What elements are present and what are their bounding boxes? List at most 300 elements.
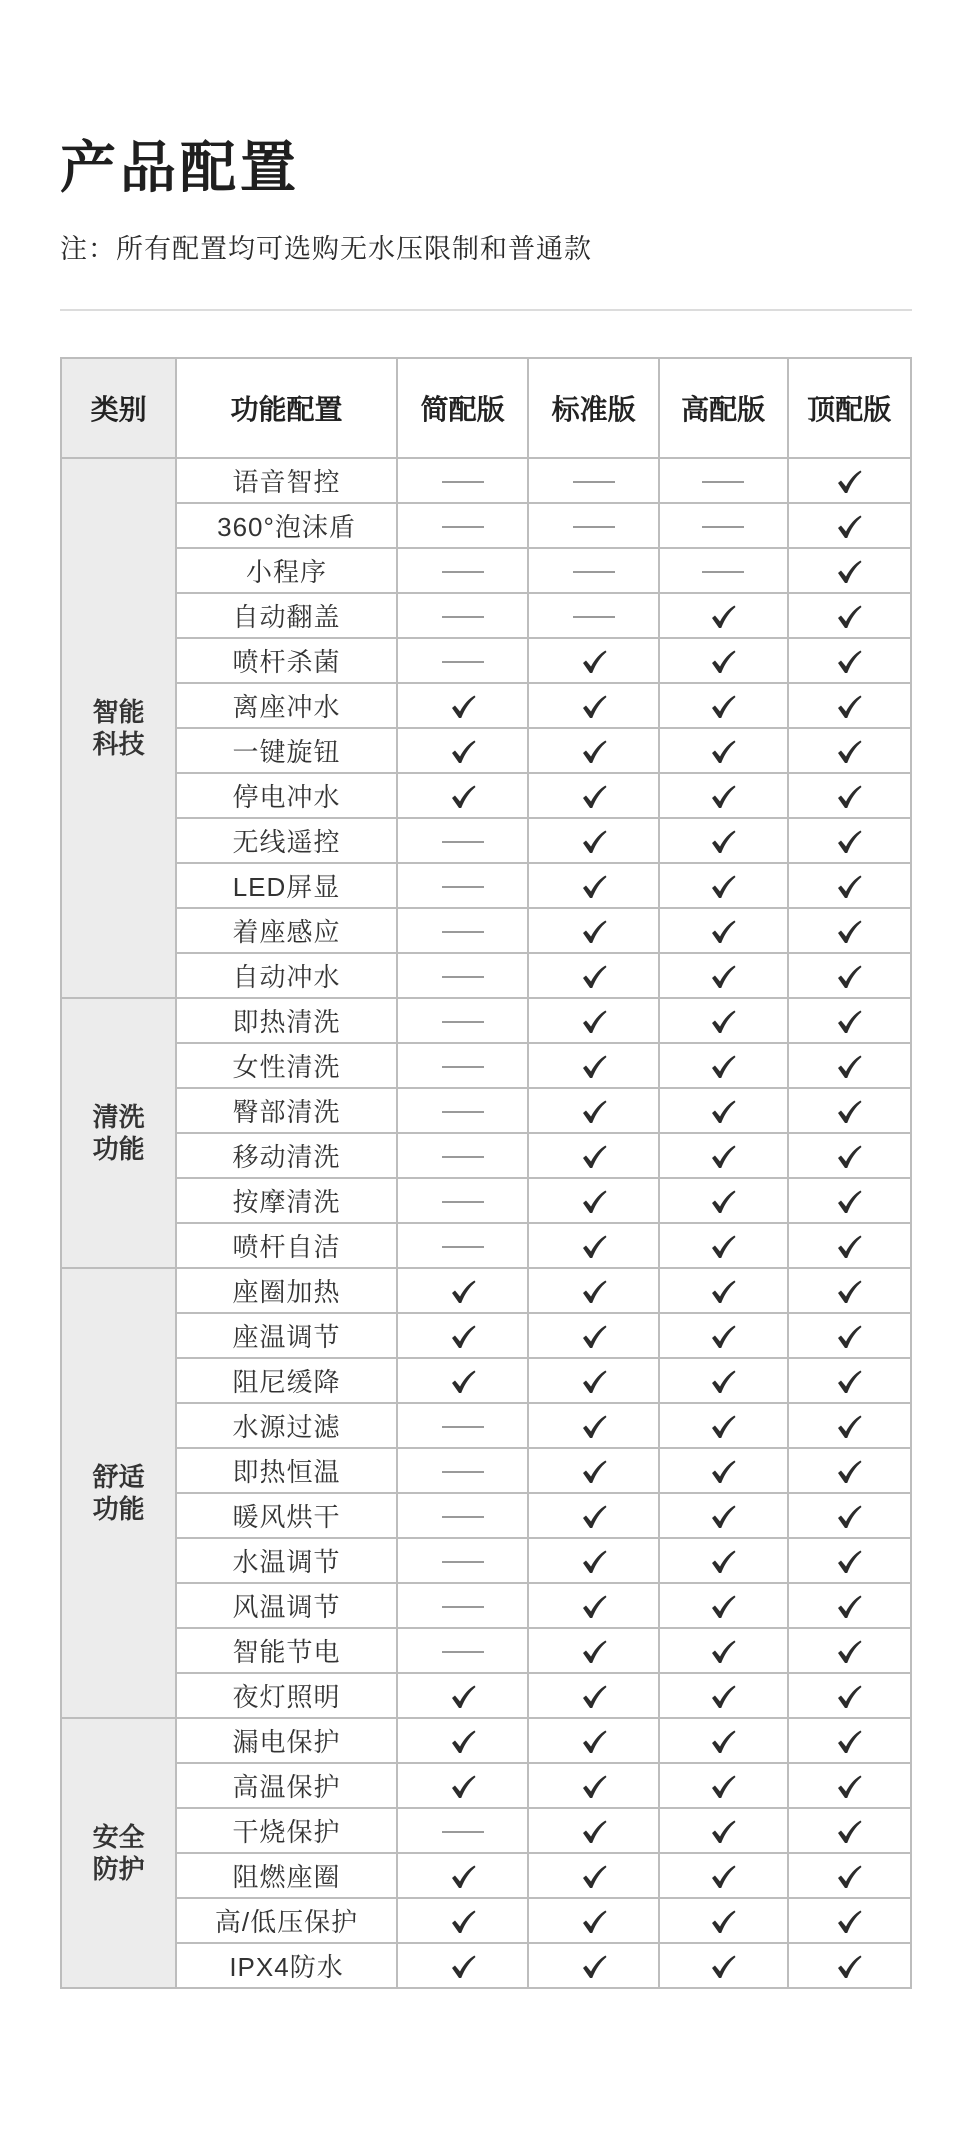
check-icon (450, 1909, 476, 1935)
dash-icon (442, 1201, 484, 1203)
page-title: 产品配置 (60, 136, 300, 199)
cell-top (788, 1223, 911, 1268)
cell-basic (397, 503, 529, 548)
check-icon (836, 1684, 862, 1710)
check-icon (836, 1639, 862, 1665)
dash-icon (442, 1426, 484, 1428)
check-icon (836, 874, 862, 900)
check-icon (581, 1639, 607, 1665)
check-icon (710, 1009, 736, 1035)
check-icon (581, 1054, 607, 1080)
table-row (61, 1358, 911, 1403)
check-icon (836, 1774, 862, 1800)
feature-cell: 自动翻盖 (176, 593, 397, 638)
check-icon (710, 1324, 736, 1350)
cell-standard (528, 773, 658, 818)
feature-cell: 按摩清洗 (176, 1178, 397, 1223)
check-icon (710, 1864, 736, 1890)
table-row (61, 1763, 911, 1808)
check-icon (836, 1369, 862, 1395)
cell-top (788, 818, 911, 863)
cell-basic (397, 1403, 529, 1448)
cell-top (788, 773, 911, 818)
cell-standard (528, 1493, 658, 1538)
cell-standard (528, 908, 658, 953)
check-icon (710, 1054, 736, 1080)
feature-cell: 语音智控 (176, 458, 397, 503)
cell-standard (528, 998, 658, 1043)
cell-top (788, 683, 911, 728)
table-row (61, 1808, 911, 1853)
cell-standard (528, 458, 658, 503)
check-icon (836, 1144, 862, 1170)
check-icon (450, 1729, 476, 1755)
category-cell (61, 458, 176, 998)
cell-standard (528, 1763, 658, 1808)
dash-icon (442, 616, 484, 618)
cell-standard (528, 1718, 658, 1763)
table-row (61, 593, 911, 638)
cell-basic (397, 1178, 529, 1223)
cell-basic (397, 1808, 529, 1853)
cell-high (659, 1583, 788, 1628)
cell-top (788, 593, 911, 638)
check-icon (581, 784, 607, 810)
dash-icon (442, 1021, 484, 1023)
check-icon (836, 1279, 862, 1305)
feature-cell: 干烧保护 (176, 1808, 397, 1853)
table-row (61, 548, 911, 593)
cell-standard (528, 818, 658, 863)
check-icon (710, 1279, 736, 1305)
cell-top (788, 1718, 911, 1763)
cell-top (788, 1043, 911, 1088)
cell-basic (397, 998, 529, 1043)
dash-icon (442, 1156, 484, 1158)
check-icon (710, 1369, 736, 1395)
category-label: 防护 (92, 1854, 145, 1884)
table-row (61, 773, 911, 818)
check-icon (836, 964, 862, 990)
table-row (61, 818, 911, 863)
check-icon (710, 1234, 736, 1260)
cell-standard (528, 683, 658, 728)
check-icon (450, 1324, 476, 1350)
feature-cell: 无线遥控 (176, 818, 397, 863)
check-icon (581, 1234, 607, 1260)
check-icon (836, 559, 862, 585)
header-high: 高配版 (659, 358, 788, 458)
check-icon (836, 1324, 862, 1350)
table-row (61, 1583, 911, 1628)
table-row (61, 1088, 911, 1133)
cell-top (788, 1808, 911, 1853)
check-icon (581, 1549, 607, 1575)
cell-top (788, 1898, 911, 1943)
category-label: 科技 (92, 729, 145, 759)
dash-icon (573, 571, 615, 573)
check-icon (836, 649, 862, 675)
feature-cell: 女性清洗 (176, 1043, 397, 1088)
feature-cell: 360°泡沫盾 (176, 503, 397, 548)
check-icon (836, 514, 862, 540)
cell-high (659, 1628, 788, 1673)
table-row (61, 1718, 911, 1763)
header-top: 顶配版 (788, 358, 911, 458)
dash-icon (702, 571, 744, 573)
check-icon (836, 469, 862, 495)
cell-top (788, 1088, 911, 1133)
check-icon (836, 1819, 862, 1845)
check-icon (581, 1594, 607, 1620)
cell-basic (397, 863, 529, 908)
check-icon (836, 739, 862, 765)
feature-cell: IPX4防水 (176, 1943, 397, 1988)
cell-standard (528, 1448, 658, 1493)
feature-cell: 小程序 (176, 548, 397, 593)
cell-high (659, 1718, 788, 1763)
check-icon (710, 1189, 736, 1215)
dash-icon (442, 1471, 484, 1473)
cell-basic (397, 1493, 529, 1538)
check-icon (710, 1414, 736, 1440)
check-icon (581, 1099, 607, 1125)
category-cell (61, 1268, 176, 1718)
category-label: 智能 (92, 696, 145, 727)
cell-high (659, 683, 788, 728)
cell-standard (528, 953, 658, 998)
table-row (61, 1178, 911, 1223)
check-icon (581, 1819, 607, 1845)
check-icon (581, 829, 607, 855)
cell-high (659, 998, 788, 1043)
check-icon (836, 1954, 862, 1980)
cell-high (659, 863, 788, 908)
cell-basic (397, 548, 529, 593)
header-row (61, 358, 911, 458)
dash-icon (442, 661, 484, 663)
cell-basic (397, 1313, 529, 1358)
cell-high (659, 1853, 788, 1898)
cell-high (659, 1898, 788, 1943)
table-row (61, 998, 911, 1043)
table-row (61, 1493, 911, 1538)
cell-high (659, 728, 788, 773)
cell-top (788, 1943, 911, 1988)
table-row (61, 503, 911, 548)
check-icon (450, 1864, 476, 1890)
dash-icon (442, 1606, 484, 1608)
check-icon (450, 739, 476, 765)
cell-standard (528, 1943, 658, 1988)
feature-cell: 座温调节 (176, 1313, 397, 1358)
table-row (61, 1538, 911, 1583)
cell-top (788, 1538, 911, 1583)
feature-cell: 夜灯照明 (176, 1673, 397, 1718)
cell-basic (397, 1718, 529, 1763)
cell-high (659, 1943, 788, 1988)
check-icon (581, 1369, 607, 1395)
check-icon (836, 1909, 862, 1935)
check-icon (710, 1729, 736, 1755)
category-label: 舒适 (92, 1461, 145, 1492)
dash-icon (702, 481, 744, 483)
dash-icon (442, 976, 484, 978)
table-row (61, 1628, 911, 1673)
feature-cell: 喷杆自洁 (176, 1223, 397, 1268)
config-table (60, 357, 912, 1989)
feature-cell: 风温调节 (176, 1583, 397, 1628)
check-icon (581, 1909, 607, 1935)
cell-high (659, 503, 788, 548)
table-row (61, 1898, 911, 1943)
check-icon (836, 1594, 862, 1620)
cell-basic (397, 1673, 529, 1718)
check-icon (710, 604, 736, 630)
table-row (61, 1223, 911, 1268)
cell-high (659, 1313, 788, 1358)
dash-icon (442, 1516, 484, 1518)
cell-high (659, 548, 788, 593)
dash-icon (442, 1831, 484, 1833)
header-feature: 功能配置 (176, 358, 397, 458)
feature-cell: 智能节电 (176, 1628, 397, 1673)
dash-icon (442, 526, 484, 528)
cell-standard (528, 548, 658, 593)
cell-standard (528, 1898, 658, 1943)
check-icon (836, 829, 862, 855)
feature-cell: 停电冲水 (176, 773, 397, 818)
category-label: 功能 (92, 1494, 145, 1524)
check-icon (710, 784, 736, 810)
check-icon (581, 649, 607, 675)
check-icon (836, 604, 862, 630)
check-icon (710, 1099, 736, 1125)
dash-icon (573, 526, 615, 528)
cell-standard (528, 1043, 658, 1088)
cell-high (659, 1178, 788, 1223)
check-icon (581, 1009, 607, 1035)
check-icon (581, 1144, 607, 1170)
dash-icon (442, 886, 484, 888)
feature-cell: 漏电保护 (176, 1718, 397, 1763)
dash-icon (573, 481, 615, 483)
cell-basic (397, 953, 529, 998)
check-icon (450, 1774, 476, 1800)
feature-cell: 即热恒温 (176, 1448, 397, 1493)
category-label: 清洗 (92, 1101, 145, 1132)
cell-top (788, 728, 911, 773)
check-icon (836, 1459, 862, 1485)
table-row (61, 953, 911, 998)
check-icon (450, 784, 476, 810)
category-label: 安全 (92, 1821, 145, 1852)
check-icon (836, 1864, 862, 1890)
dash-icon (573, 616, 615, 618)
feature-cell: 即热清洗 (176, 998, 397, 1043)
cell-standard (528, 1403, 658, 1448)
check-icon (710, 964, 736, 990)
check-icon (450, 1954, 476, 1980)
cell-standard (528, 1358, 658, 1403)
cell-basic (397, 638, 529, 683)
check-icon (581, 1504, 607, 1530)
cell-top (788, 1133, 911, 1178)
cell-high (659, 1763, 788, 1808)
check-icon (581, 919, 607, 945)
check-icon (710, 919, 736, 945)
cell-basic (397, 1358, 529, 1403)
check-icon (710, 1909, 736, 1935)
table-row (61, 728, 911, 773)
table-row (61, 1673, 911, 1718)
dash-icon (702, 526, 744, 528)
check-icon (710, 1549, 736, 1575)
cell-basic (397, 1133, 529, 1178)
check-icon (836, 1549, 862, 1575)
cell-high (659, 818, 788, 863)
feature-cell: 着座感应 (176, 908, 397, 953)
cell-high (659, 1808, 788, 1853)
cell-top (788, 1178, 911, 1223)
table-row (61, 458, 911, 503)
cell-high (659, 1223, 788, 1268)
cell-basic (397, 1088, 529, 1133)
cell-top (788, 1448, 911, 1493)
dash-icon (442, 481, 484, 483)
cell-high (659, 1538, 788, 1583)
cell-top (788, 503, 911, 548)
cell-basic (397, 1268, 529, 1313)
feature-cell: 水源过滤 (176, 1403, 397, 1448)
cell-basic (397, 1583, 529, 1628)
header-standard: 标准版 (528, 358, 658, 458)
cell-basic (397, 1853, 529, 1898)
check-icon (581, 1414, 607, 1440)
cell-high (659, 908, 788, 953)
cell-top (788, 998, 911, 1043)
feature-cell: 高/低压保护 (176, 1898, 397, 1943)
check-icon (581, 1459, 607, 1485)
cell-high (659, 593, 788, 638)
cell-top (788, 908, 911, 953)
dash-icon (442, 931, 484, 933)
check-icon (581, 1189, 607, 1215)
cell-basic (397, 1538, 529, 1583)
feature-cell: 离座冲水 (176, 683, 397, 728)
dash-icon (442, 841, 484, 843)
table-row (61, 683, 911, 728)
check-icon (710, 1594, 736, 1620)
cell-top (788, 1403, 911, 1448)
check-icon (710, 1639, 736, 1665)
check-icon (836, 784, 862, 810)
cell-basic (397, 458, 529, 503)
check-icon (710, 1774, 736, 1800)
check-icon (581, 1729, 607, 1755)
check-icon (710, 1954, 736, 1980)
dash-icon (442, 1651, 484, 1653)
cell-basic (397, 683, 529, 728)
cell-basic (397, 593, 529, 638)
feature-cell: 阻燃座圈 (176, 1853, 397, 1898)
feature-cell: 座圈加热 (176, 1268, 397, 1313)
check-icon (581, 1684, 607, 1710)
dash-icon (442, 1561, 484, 1563)
cell-top (788, 1673, 911, 1718)
cell-top (788, 1583, 911, 1628)
table-row (61, 1133, 911, 1178)
feature-cell: 高温保护 (176, 1763, 397, 1808)
cell-high (659, 1358, 788, 1403)
table-row (61, 1043, 911, 1088)
cell-top (788, 1358, 911, 1403)
check-icon (581, 694, 607, 720)
table-row (61, 1943, 911, 1988)
check-icon (450, 1279, 476, 1305)
cell-basic (397, 1043, 529, 1088)
check-icon (581, 739, 607, 765)
check-icon (836, 1414, 862, 1440)
check-icon (581, 1774, 607, 1800)
check-icon (710, 649, 736, 675)
cell-standard (528, 1313, 658, 1358)
cell-standard (528, 863, 658, 908)
cell-high (659, 1043, 788, 1088)
table-row (61, 1313, 911, 1358)
cell-basic (397, 1448, 529, 1493)
cell-standard (528, 638, 658, 683)
cell-standard (528, 1853, 658, 1898)
dash-icon (442, 1111, 484, 1113)
check-icon (836, 1504, 862, 1530)
feature-cell: LED屏显 (176, 863, 397, 908)
cell-standard (528, 1178, 658, 1223)
feature-cell: 喷杆杀菌 (176, 638, 397, 683)
feature-cell: 一键旋钮 (176, 728, 397, 773)
header-category: 类别 (61, 358, 176, 458)
cell-top (788, 638, 911, 683)
cell-top (788, 953, 911, 998)
check-icon (581, 1954, 607, 1980)
check-icon (450, 694, 476, 720)
check-icon (836, 1234, 862, 1260)
cell-top (788, 1268, 911, 1313)
check-icon (710, 1819, 736, 1845)
category-cell (61, 998, 176, 1268)
check-icon (581, 874, 607, 900)
check-icon (836, 1054, 862, 1080)
cell-standard (528, 1538, 658, 1583)
cell-high (659, 638, 788, 683)
table-row (61, 1448, 911, 1493)
cell-high (659, 773, 788, 818)
cell-top (788, 1493, 911, 1538)
cell-standard (528, 503, 658, 548)
cell-high (659, 1493, 788, 1538)
cell-basic (397, 1763, 529, 1808)
cell-high (659, 1088, 788, 1133)
cell-top (788, 1853, 911, 1898)
check-icon (836, 1009, 862, 1035)
table-row (61, 1268, 911, 1313)
check-icon (581, 1279, 607, 1305)
cell-standard (528, 593, 658, 638)
check-icon (450, 1684, 476, 1710)
feature-cell: 暖风烘干 (176, 1493, 397, 1538)
cell-high (659, 458, 788, 503)
check-icon (710, 694, 736, 720)
